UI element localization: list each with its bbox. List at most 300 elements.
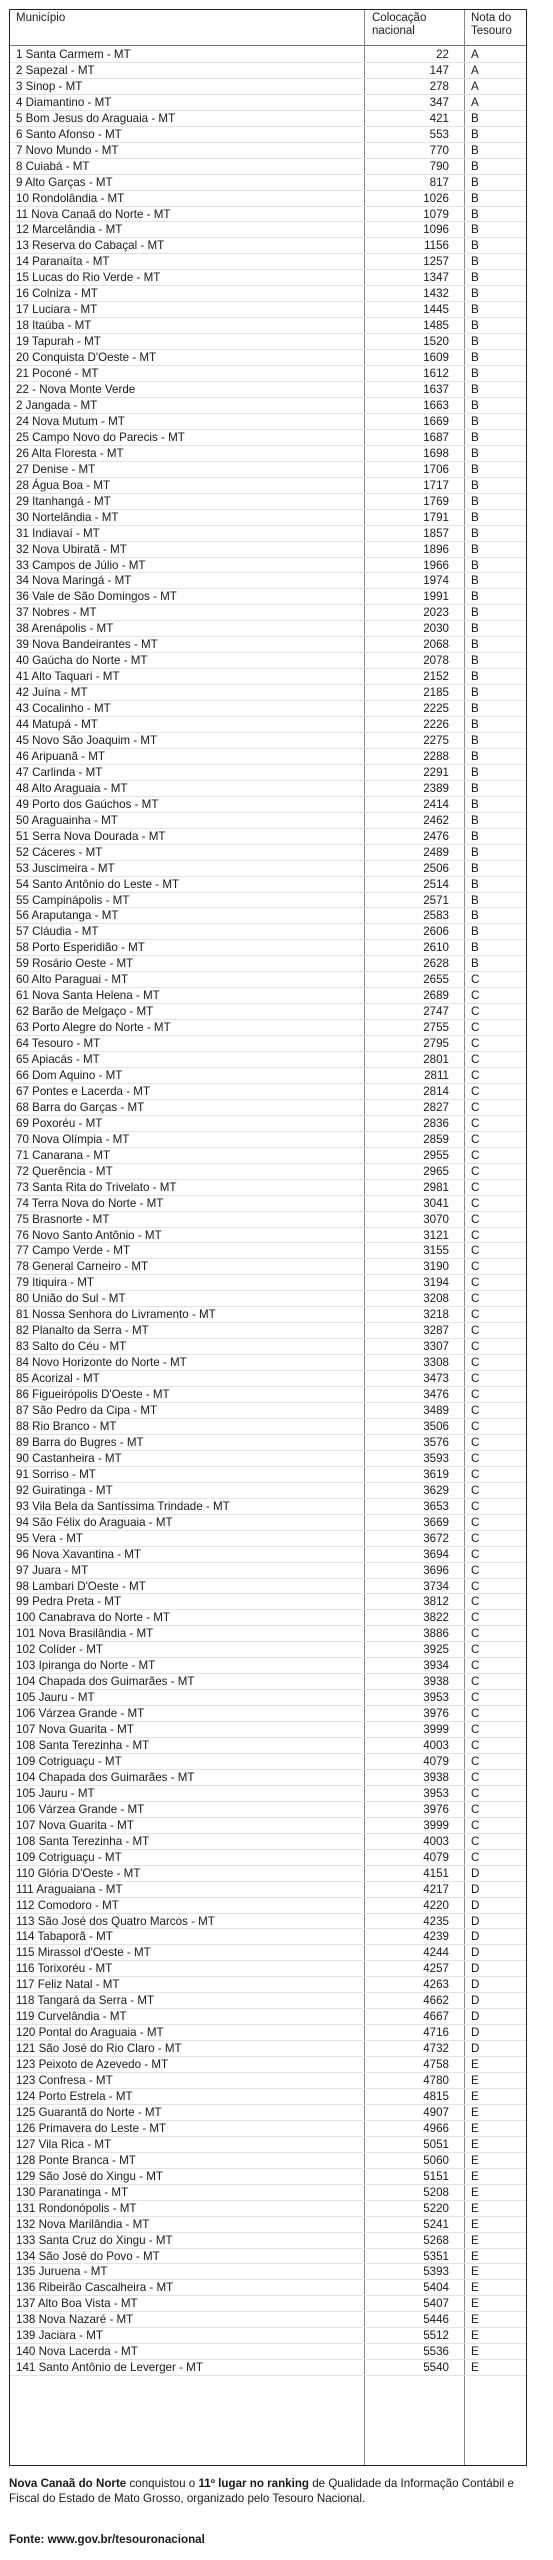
municipio-cell: 30 Nortelândia - MT	[16, 510, 119, 524]
colocacao-cell: 1445	[423, 303, 449, 317]
colocacao-cell: 3619	[423, 1467, 449, 1481]
municipio-cell: 126 Primavera do Leste - MT	[16, 2121, 167, 2135]
nota-cell: B	[471, 718, 479, 732]
nota-cell: B	[471, 191, 479, 205]
municipio-cell: 111 Araguaiana - MT	[16, 1882, 123, 1896]
nota-cell: B	[471, 383, 479, 397]
municipio-cell: 77 Campo Verde - MT	[16, 1244, 131, 1258]
nota-cell: E	[471, 2185, 479, 2199]
municipio-cell: 53 Juscimeira - MT	[16, 861, 115, 875]
nota-cell: B	[471, 574, 479, 588]
colocacao-cell: 4244	[423, 1946, 449, 1960]
municipio-cell: 66 Dom Aquino - MT	[16, 1069, 123, 1082]
nota-cell: B	[471, 925, 479, 939]
colocacao-cell: 4966	[423, 2121, 449, 2135]
colocacao-cell: 5060	[423, 2153, 449, 2167]
colocacao-cell: 2795	[423, 1037, 449, 1051]
colocacao-cell: 347	[429, 95, 449, 109]
table-row	[10, 1403, 526, 1419]
nota-cell: C	[471, 1148, 480, 1162]
colocacao-cell: 2747	[423, 1005, 449, 1019]
caption-text: de Qualidade da Informação Contábil e Fiscal do Estado de Mato Grosso, organizado pelo Tesouro Nacional.	[9, 2477, 514, 2505]
colocacao-cell: 1096	[423, 223, 449, 237]
municipio-cell: 21 Poconé - MT	[16, 367, 99, 381]
nota-cell: C	[471, 1595, 480, 1609]
municipio-cell: 1 Santa Carmem - MT	[16, 48, 131, 61]
table-row	[10, 430, 526, 446]
colocacao-cell: 4667	[423, 2010, 449, 2024]
table-row	[10, 414, 526, 430]
nota-cell: E	[471, 2090, 479, 2103]
colocacao-cell: 790	[429, 159, 449, 173]
municipio-cell: 52 Cáceres - MT	[16, 845, 103, 859]
nota-cell: C	[471, 1818, 480, 1832]
source-line: Fonte: www.gov.br/tesouronacional	[9, 2533, 205, 2546]
colocacao-cell: 2030	[423, 622, 449, 636]
nota-cell: B	[471, 255, 479, 269]
table-row	[10, 2073, 526, 2089]
colocacao-cell: 1156	[424, 239, 449, 253]
nota-cell: B	[471, 749, 479, 763]
nota-cell: B	[471, 638, 479, 652]
table-row	[10, 956, 526, 972]
colocacao-cell: 4217	[423, 1882, 449, 1896]
table-row	[10, 1116, 526, 1132]
table-row	[10, 2233, 526, 2249]
colocacao-cell: 3506	[423, 1419, 449, 1433]
municipio-cell: 24 Nova Mutum - MT	[16, 414, 125, 428]
nota-cell: C	[471, 1388, 480, 1402]
table-row	[10, 1451, 526, 1467]
colocacao-cell: 5151	[423, 2169, 449, 2183]
caption-text: conquistou o	[126, 2477, 199, 2490]
nota-cell: B	[471, 733, 479, 747]
nota-cell: B	[471, 813, 479, 827]
municipio-cell: 69 Poxoréu - MT	[16, 1116, 103, 1130]
colocacao-cell: 3593	[423, 1451, 449, 1465]
ranking-table	[9, 9, 527, 2466]
table-row	[10, 1100, 526, 1116]
table-row	[10, 1499, 526, 1515]
table-row	[10, 1706, 526, 1722]
colocacao-cell: 3121	[423, 1228, 449, 1242]
colocacao-cell: 2476	[423, 829, 449, 843]
nota-cell: B	[471, 303, 479, 317]
municipio-cell: 50 Araguainha - MT	[16, 813, 118, 827]
colocacao-cell: 1347	[423, 271, 449, 285]
municipio-cell: 121 São José do Rio Claro - MT	[16, 2042, 182, 2056]
municipio-cell: 82 Planalto da Serra - MT	[16, 1324, 149, 1338]
colocacao-cell: 1717	[423, 478, 449, 492]
municipio-cell: 105 Jauru - MT	[16, 1691, 95, 1705]
municipio-cell: 104 Chapada dos Guimarães - MT	[16, 1675, 195, 1689]
header-municipio: Município	[16, 12, 66, 24]
colocacao-cell: 1991	[423, 590, 449, 604]
table-row	[10, 1786, 526, 1802]
nota-cell: B	[471, 893, 479, 907]
municipio-cell: 114 Tabaporã - MT	[16, 1930, 113, 1944]
nota-cell: B	[471, 829, 479, 843]
municipio-cell: 90 Castanheira - MT	[16, 1451, 122, 1465]
table-body	[10, 47, 526, 2376]
colocacao-cell: 2462	[423, 813, 449, 827]
table-row	[10, 1339, 526, 1355]
colocacao-cell: 3672	[423, 1531, 449, 1545]
nota-cell: E	[471, 2137, 479, 2151]
table-row	[10, 1052, 526, 1068]
municipio-cell: 127 Vila Rica - MT	[16, 2137, 112, 2151]
nota-cell: C	[471, 1691, 480, 1705]
colocacao-cell: 4732	[423, 2042, 449, 2056]
municipio-cell: 59 Rosário Oeste - MT	[16, 957, 134, 971]
table-row	[10, 669, 526, 685]
colocacao-cell: 2291	[423, 765, 449, 779]
table-row	[10, 1818, 526, 1834]
municipio-cell: 83 Salto do Céu - MT	[16, 1340, 127, 1354]
colocacao-cell: 2489	[423, 845, 449, 859]
table-row	[10, 1275, 526, 1291]
colocacao-cell: 147	[429, 63, 449, 77]
colocacao-cell: 1669	[423, 414, 449, 428]
municipio-cell: 133 Santa Cruz do Xingu - MT	[16, 2233, 173, 2247]
municipio-cell: 19 Tapurah - MT	[16, 335, 101, 349]
table-row	[10, 1993, 526, 2009]
table-row	[10, 318, 526, 334]
colocacao-cell: 2811	[424, 1069, 449, 1082]
colocacao-cell: 2655	[423, 973, 449, 987]
nota-cell: B	[471, 526, 479, 540]
colocacao-cell: 4662	[423, 1994, 449, 2008]
municipio-cell: 40 Gaúcha do Norte - MT	[16, 654, 148, 668]
municipio-cell: 107 Nova Guarita - MT	[16, 1818, 134, 1832]
municipio-cell: 67 Pontes e Lacerda - MT	[16, 1084, 151, 1098]
municipio-cell: 117 Feliz Natal - MT	[16, 1978, 120, 1992]
colocacao-cell: 3734	[423, 1579, 449, 1593]
nota-cell: D	[471, 2026, 480, 2040]
municipio-cell: 112 Comodoro - MT	[16, 1898, 119, 1912]
colocacao-cell: 2628	[423, 957, 449, 971]
nota-cell: B	[471, 143, 479, 157]
municipio-cell: 57 Cláudia - MT	[16, 925, 99, 939]
nota-cell: B	[471, 478, 479, 492]
nota-cell: D	[471, 1994, 480, 2008]
nota-cell: C	[471, 1372, 480, 1386]
nota-cell: B	[471, 127, 479, 141]
table-row	[10, 1882, 526, 1898]
table-row	[10, 207, 526, 223]
nota-cell: B	[471, 207, 479, 221]
colocacao-cell: 5241	[423, 2217, 449, 2231]
colocacao-cell: 2571	[423, 893, 449, 907]
colocacao-cell: 3934	[423, 1659, 449, 1673]
table-row	[10, 2105, 526, 2121]
nota-cell: C	[471, 1754, 480, 1768]
table-row	[10, 446, 526, 462]
colocacao-cell: 3822	[423, 1611, 449, 1625]
colocacao-cell: 817	[429, 175, 449, 189]
colocacao-cell: 4257	[423, 1962, 449, 1976]
municipio-cell: 36 Vale de São Domingos - MT	[16, 590, 177, 604]
header-nota	[471, 12, 512, 38]
colocacao-cell: 4716	[423, 2026, 449, 2040]
colocacao-cell: 3938	[423, 1675, 449, 1689]
municipio-cell: 116 Torixoréu - MT	[16, 1962, 113, 1976]
municipio-cell: 20 Conquista D'Oeste - MT	[16, 351, 157, 365]
table-row	[10, 1977, 526, 1993]
table-row	[10, 398, 526, 414]
table-row	[10, 1355, 526, 1371]
table-row	[10, 1626, 526, 1642]
table-row	[10, 2025, 526, 2041]
table-row	[10, 2121, 526, 2137]
nota-cell: B	[471, 430, 479, 444]
colocacao-cell: 3953	[423, 1786, 449, 1800]
nota-cell: C	[471, 1116, 480, 1130]
nota-cell: B	[471, 606, 479, 620]
colocacao-cell: 5208	[423, 2185, 449, 2199]
municipio-cell: 37 Nobres - MT	[16, 606, 97, 620]
colocacao-cell: 2955	[423, 1148, 449, 1162]
colocacao-cell: 2068	[423, 638, 449, 652]
caption-bold-ranking: 11º lugar no ranking	[198, 2477, 310, 2490]
table-row	[10, 1898, 526, 1914]
nota-cell: C	[471, 1739, 480, 1753]
table-row	[10, 813, 526, 829]
colocacao-cell: 2275	[423, 733, 449, 747]
table-row	[10, 1547, 526, 1563]
municipio-cell: 124 Porto Estrela - MT	[16, 2090, 133, 2103]
nota-cell: C	[471, 1100, 480, 1114]
nota-cell: C	[471, 1260, 480, 1274]
nota-cell: D	[471, 2010, 480, 2024]
table-row	[10, 797, 526, 813]
colocacao-cell: 2965	[423, 1164, 449, 1178]
municipio-cell: 28 Água Boa - MT	[16, 478, 111, 492]
colocacao-cell: 1896	[423, 542, 449, 556]
municipio-cell: 62 Barão de Melgaço - MT	[16, 1005, 154, 1019]
municipio-cell: 44 Matupá - MT	[16, 718, 98, 732]
municipio-cell: 96 Nova Xavantina - MT	[16, 1547, 142, 1561]
municipio-cell: 25 Campo Novo do Parecis - MT	[16, 430, 185, 444]
table-row	[10, 877, 526, 893]
colocacao-cell: 2078	[423, 654, 449, 668]
nota-cell: E	[471, 2121, 479, 2135]
colocacao-cell: 2389	[423, 781, 449, 795]
municipio-cell: 78 General Carneiro - MT	[16, 1260, 149, 1274]
nota-cell: E	[471, 2265, 479, 2279]
table-row	[10, 1866, 526, 1882]
colocacao-cell: 4235	[423, 1914, 449, 1928]
colocacao-cell: 4003	[423, 1834, 449, 1848]
colocacao-cell: 3308	[423, 1356, 449, 1370]
table-row	[10, 1148, 526, 1164]
colocacao-cell: 4780	[423, 2074, 449, 2088]
nota-cell: C	[471, 973, 480, 987]
table-row	[10, 1834, 526, 1850]
nota-cell: B	[471, 590, 479, 604]
municipio-cell: 123 Peixoto de Azevedo - MT	[16, 2058, 169, 2072]
table-row	[10, 1164, 526, 1180]
table-row	[10, 653, 526, 669]
nota-cell: B	[471, 861, 479, 875]
nota-cell: E	[471, 2074, 479, 2088]
table-row	[10, 2312, 526, 2328]
table-row	[10, 1914, 526, 1930]
nota-cell: B	[471, 510, 479, 524]
table-row	[10, 2360, 526, 2376]
municipio-cell: 45 Novo São Joaquim - MT	[16, 733, 158, 747]
nota-cell: C	[471, 1531, 480, 1545]
colocacao-cell: 1485	[423, 319, 449, 333]
municipio-cell: 87 São Pedro da Cipa - MT	[16, 1404, 158, 1418]
table-row	[10, 79, 526, 95]
table-row	[10, 1722, 526, 1738]
table-row	[10, 1531, 526, 1547]
nota-cell: C	[471, 1547, 480, 1561]
colocacao-cell: 553	[429, 127, 449, 141]
table-row	[10, 605, 526, 621]
municipio-cell: 75 Brasnorte - MT	[16, 1212, 110, 1226]
municipio-cell: 5 Bom Jesus do Araguaia - MT	[16, 111, 176, 125]
table-row	[10, 1754, 526, 1770]
table-row	[10, 1945, 526, 1961]
colocacao-cell: 5540	[423, 2361, 449, 2375]
municipio-cell: 139 Jaciara - MT	[16, 2329, 103, 2343]
municipio-cell: 71 Canarana - MT	[16, 1148, 111, 1162]
colocacao-cell: 4907	[423, 2105, 449, 2119]
nota-cell: C	[471, 1053, 480, 1067]
table-row	[10, 1323, 526, 1339]
municipio-cell: 10 Rondolândia - MT	[16, 191, 125, 205]
table-row	[10, 366, 526, 382]
table-row	[10, 1435, 526, 1451]
table-row	[10, 270, 526, 286]
municipio-cell: 102 Colíder - MT	[16, 1643, 103, 1657]
header-nota-line2: Tesouro	[471, 25, 512, 37]
municipio-cell: 39 Nova Bandeirantes - MT	[16, 638, 158, 652]
colocacao-cell: 1257	[423, 255, 449, 269]
table-row	[10, 2169, 526, 2185]
nota-cell: E	[471, 2297, 479, 2311]
colocacao-cell: 1966	[423, 558, 449, 572]
municipio-cell: 54 Santo Antônio do Leste - MT	[16, 877, 180, 891]
nota-cell: C	[471, 989, 480, 1003]
colocacao-cell: 1857	[423, 526, 449, 540]
caption-bold-municipio: Nova Canaã do Norte	[9, 2477, 127, 2490]
nota-cell: B	[471, 765, 479, 779]
nota-cell: B	[471, 319, 479, 333]
table-row	[10, 1483, 526, 1499]
nota-cell: D	[471, 1930, 480, 1944]
nota-cell: B	[471, 686, 479, 700]
table-row	[10, 143, 526, 159]
table-row	[10, 1371, 526, 1387]
nota-cell: C	[471, 1675, 480, 1689]
table-row	[10, 1196, 526, 1212]
municipio-cell: 70 Nova Olímpia - MT	[16, 1132, 130, 1146]
table-row	[10, 1132, 526, 1148]
table-row	[10, 972, 526, 988]
colocacao-cell: 4003	[423, 1739, 449, 1753]
colocacao-cell: 3953	[423, 1691, 449, 1705]
nota-cell: B	[471, 654, 479, 668]
table-row	[10, 908, 526, 924]
colocacao-cell: 1432	[423, 287, 449, 301]
nota-cell: C	[471, 1499, 480, 1513]
municipio-cell: 38 Arenápolis - MT	[16, 622, 114, 636]
municipio-cell: 32 Nova Ubiratã - MT	[16, 542, 127, 556]
municipio-cell: 51 Serra Nova Dourada - MT	[16, 829, 166, 843]
colocacao-cell: 3696	[423, 1563, 449, 1577]
table-row	[10, 1259, 526, 1275]
municipio-cell: 60 Alto Paraguai - MT	[16, 973, 129, 987]
colocacao-cell: 2606	[423, 925, 449, 939]
nota-cell: C	[471, 1292, 480, 1306]
colocacao-cell: 2836	[423, 1116, 449, 1130]
colocacao-cell: 5051	[423, 2137, 449, 2151]
municipio-cell: 43 Cocalinho - MT	[16, 702, 111, 716]
table-row	[10, 861, 526, 877]
municipio-cell: 42 Juína - MT	[16, 686, 88, 700]
table-row	[10, 1307, 526, 1323]
nota-cell: E	[471, 2361, 479, 2375]
colocacao-cell: 2185	[423, 686, 449, 700]
nota-cell: E	[471, 2169, 479, 2183]
table-header	[10, 10, 526, 46]
table-row	[10, 2264, 526, 2280]
nota-cell: D	[471, 1914, 480, 1928]
table-row	[10, 1515, 526, 1531]
table-row	[10, 621, 526, 637]
nota-cell: E	[471, 2313, 479, 2327]
nota-cell: A	[471, 95, 479, 109]
table-row	[10, 63, 526, 79]
colocacao-cell: 1687	[423, 430, 449, 444]
colocacao-cell: 1637	[423, 383, 449, 397]
municipio-cell: 79 Itiquira - MT	[16, 1276, 94, 1290]
table-row	[10, 1850, 526, 1866]
nota-cell: D	[471, 1866, 480, 1880]
table-row	[10, 1467, 526, 1483]
table-row	[10, 589, 526, 605]
nota-cell: C	[471, 1467, 480, 1481]
table-row	[10, 2344, 526, 2360]
colocacao-cell: 3576	[423, 1435, 449, 1449]
table-row	[10, 558, 526, 574]
nota-cell: B	[471, 335, 479, 349]
nota-cell: B	[471, 542, 479, 556]
municipio-cell: 14 Paranaíta - MT	[16, 255, 110, 269]
colocacao-cell: 3938	[423, 1770, 449, 1784]
colocacao-cell: 5404	[423, 2281, 449, 2295]
municipio-cell: 34 Nova Maringá - MT	[16, 574, 132, 588]
table-row	[10, 510, 526, 526]
caption	[9, 2476, 529, 2506]
municipio-cell: 106 Várzea Grande - MT	[16, 1802, 145, 1816]
colocacao-cell: 3473	[423, 1372, 449, 1386]
table-row	[10, 1180, 526, 1196]
nota-cell: B	[471, 239, 479, 253]
table-row	[10, 1228, 526, 1244]
table-row	[10, 2249, 526, 2265]
municipio-cell: 98 Lambari D'Oeste - MT	[16, 1579, 146, 1593]
table-row	[10, 2153, 526, 2169]
colocacao-cell: 4079	[423, 1754, 449, 1768]
colocacao-cell: 1706	[423, 462, 449, 476]
colocacao-cell: 3886	[423, 1627, 449, 1641]
colocacao-cell: 5268	[423, 2233, 449, 2247]
municipio-cell: 2 Sapezal - MT	[16, 63, 95, 77]
